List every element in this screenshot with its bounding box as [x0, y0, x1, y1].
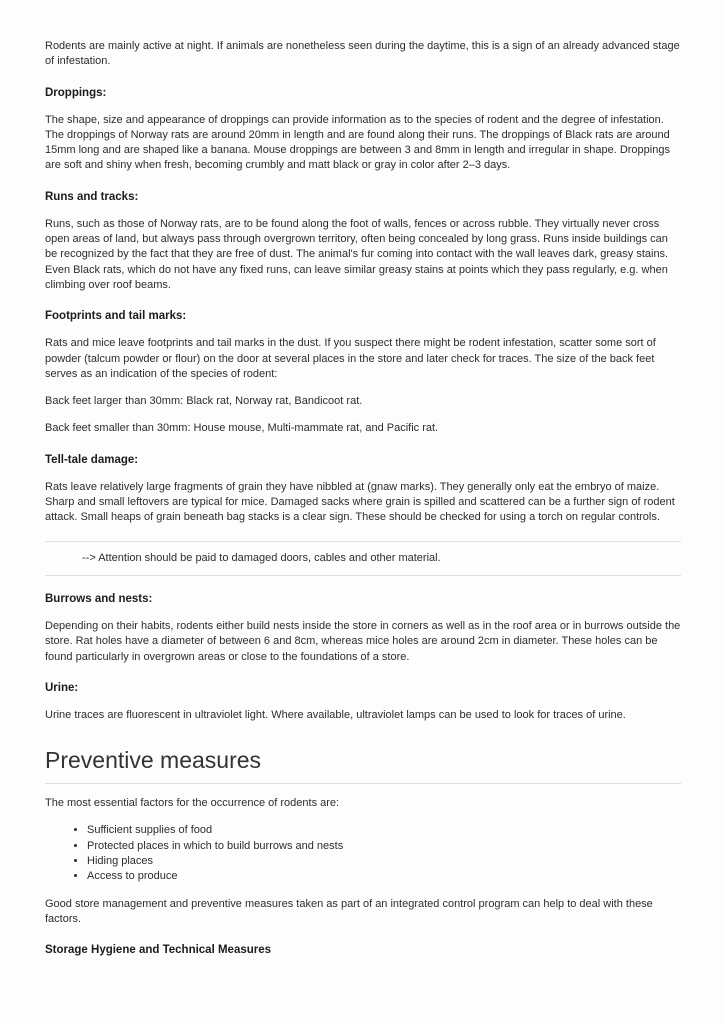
heading-tell-tale-damage: Tell-tale damage: [45, 453, 139, 466]
paragraph-back-feet-smaller: Back feet smaller than 30mm: House mouse, Multi-mammate rat, and Pacific rat. [45, 422, 439, 435]
heading-footprints: Footprints and tail marks: [45, 310, 187, 323]
heading-droppings: Droppings: [45, 86, 107, 99]
intro-paragraph: Rodents are mainly active at night. If animals are nonetheless seen during the daytime, this is a sign of an already advanced stage of infestation. [45, 40, 680, 68]
paragraph-tell-tale-damage: Rats leave relatively large fragments of grain they have nibbled at (gnaw marks). They generally only eat the embryo of maize. Sharp and small leftovers are typical for mice. Damaged sacks where grain is spilled and scattered can be a further sign of rodent attack. Small heaps of grain beneath bag stacks is a clear sign. These should be checked for using a torch on regular controls. [45, 480, 675, 524]
preventive-measures-title: Preventive measures [45, 747, 681, 784]
list-item-protected-places: • Protected places in which to build burrows and nests [87, 839, 681, 854]
paragraph-back-feet-larger: Back feet larger than 30mm: Black rat, Norway rat, Bandicoot rat. [45, 395, 363, 408]
paragraph-preventive-intro: The most essential factors for the occurrence of rodents are: [45, 797, 340, 810]
list-item-hiding-places: • Hiding places [87, 854, 681, 869]
heading-burrows-and-nests: Burrows and nests: [45, 592, 153, 605]
factors-list [45, 823, 681, 884]
paragraph-runs-and-tracks: Runs, such as those of Norway rats, are to be found along the foot of walls, fences or across rubble. They virtually never cross open areas of land, but always pass through overgrown territory, often being concealed by long grass. Runs inside buildings can be recognized by the fact that they are free of dust. The animal's fur coming into contact with the wall leaves dark, greasy stains. Even Black rats, which do not have any fixed runs, can leave similar greasy stains at points which they pass regularly, e.g. when climbing over roof beams. [45, 217, 669, 291]
paragraph-droppings: The shape, size and appearance of droppings can provide information as to the species of rodent and the degree of infestation. The droppings of Norway rats are around 20mm in length and are found along their runs. The droppings of Black rats are around 15mm long and are shaped like a banana. Mouse droppings are between 3 and 8mm in length and irregular in shape. Droppings are soft and shiny when fresh, becoming crumbly and matt black or gray in color after 2–3 days. [45, 113, 670, 172]
attention-note-text: --> Attention should be paid to damaged doors, cables and other material. [82, 551, 441, 564]
heading-storage-hygiene: Storage Hygiene and Technical Measures [45, 944, 272, 957]
paragraph-preventive-outro: Good store management and preventive measures taken as part of an integrated control program can help to deal with these factors. [45, 897, 653, 925]
attention-note [45, 541, 681, 576]
paragraph-urine: Urine traces are fluorescent in ultraviolet light. Where available, ultraviolet lamps can be used to look for traces of urine. [45, 708, 626, 721]
paragraph-footprints: Rats and mice leave footprints and tail marks in the dust. If you suspect there might be rodent infestation, scatter some sort of powder (talcum powder or flour) on the door at several places in the store and later check for traces. The size of the back feet serves as an indication of the species of rodent: [45, 337, 656, 380]
heading-urine: Urine: [45, 681, 79, 694]
paragraph-burrows-and-nests: Depending on their habits, rodents either build nests inside the store in corners as well as in the roof area or in burrows outside the store. Rat holes have a diameter of between 6 and 8cm, whereas mice holes are around 2cm in diameter. These holes can be found particularly in overgrown areas or close to the foundations of a store. [45, 619, 681, 663]
list-item-sufficient-food: • Sufficient supplies of food [87, 823, 681, 838]
list-item-access-to-produce: • Access to produce [87, 869, 681, 884]
heading-runs-and-tracks: Runs and tracks: [45, 190, 139, 203]
